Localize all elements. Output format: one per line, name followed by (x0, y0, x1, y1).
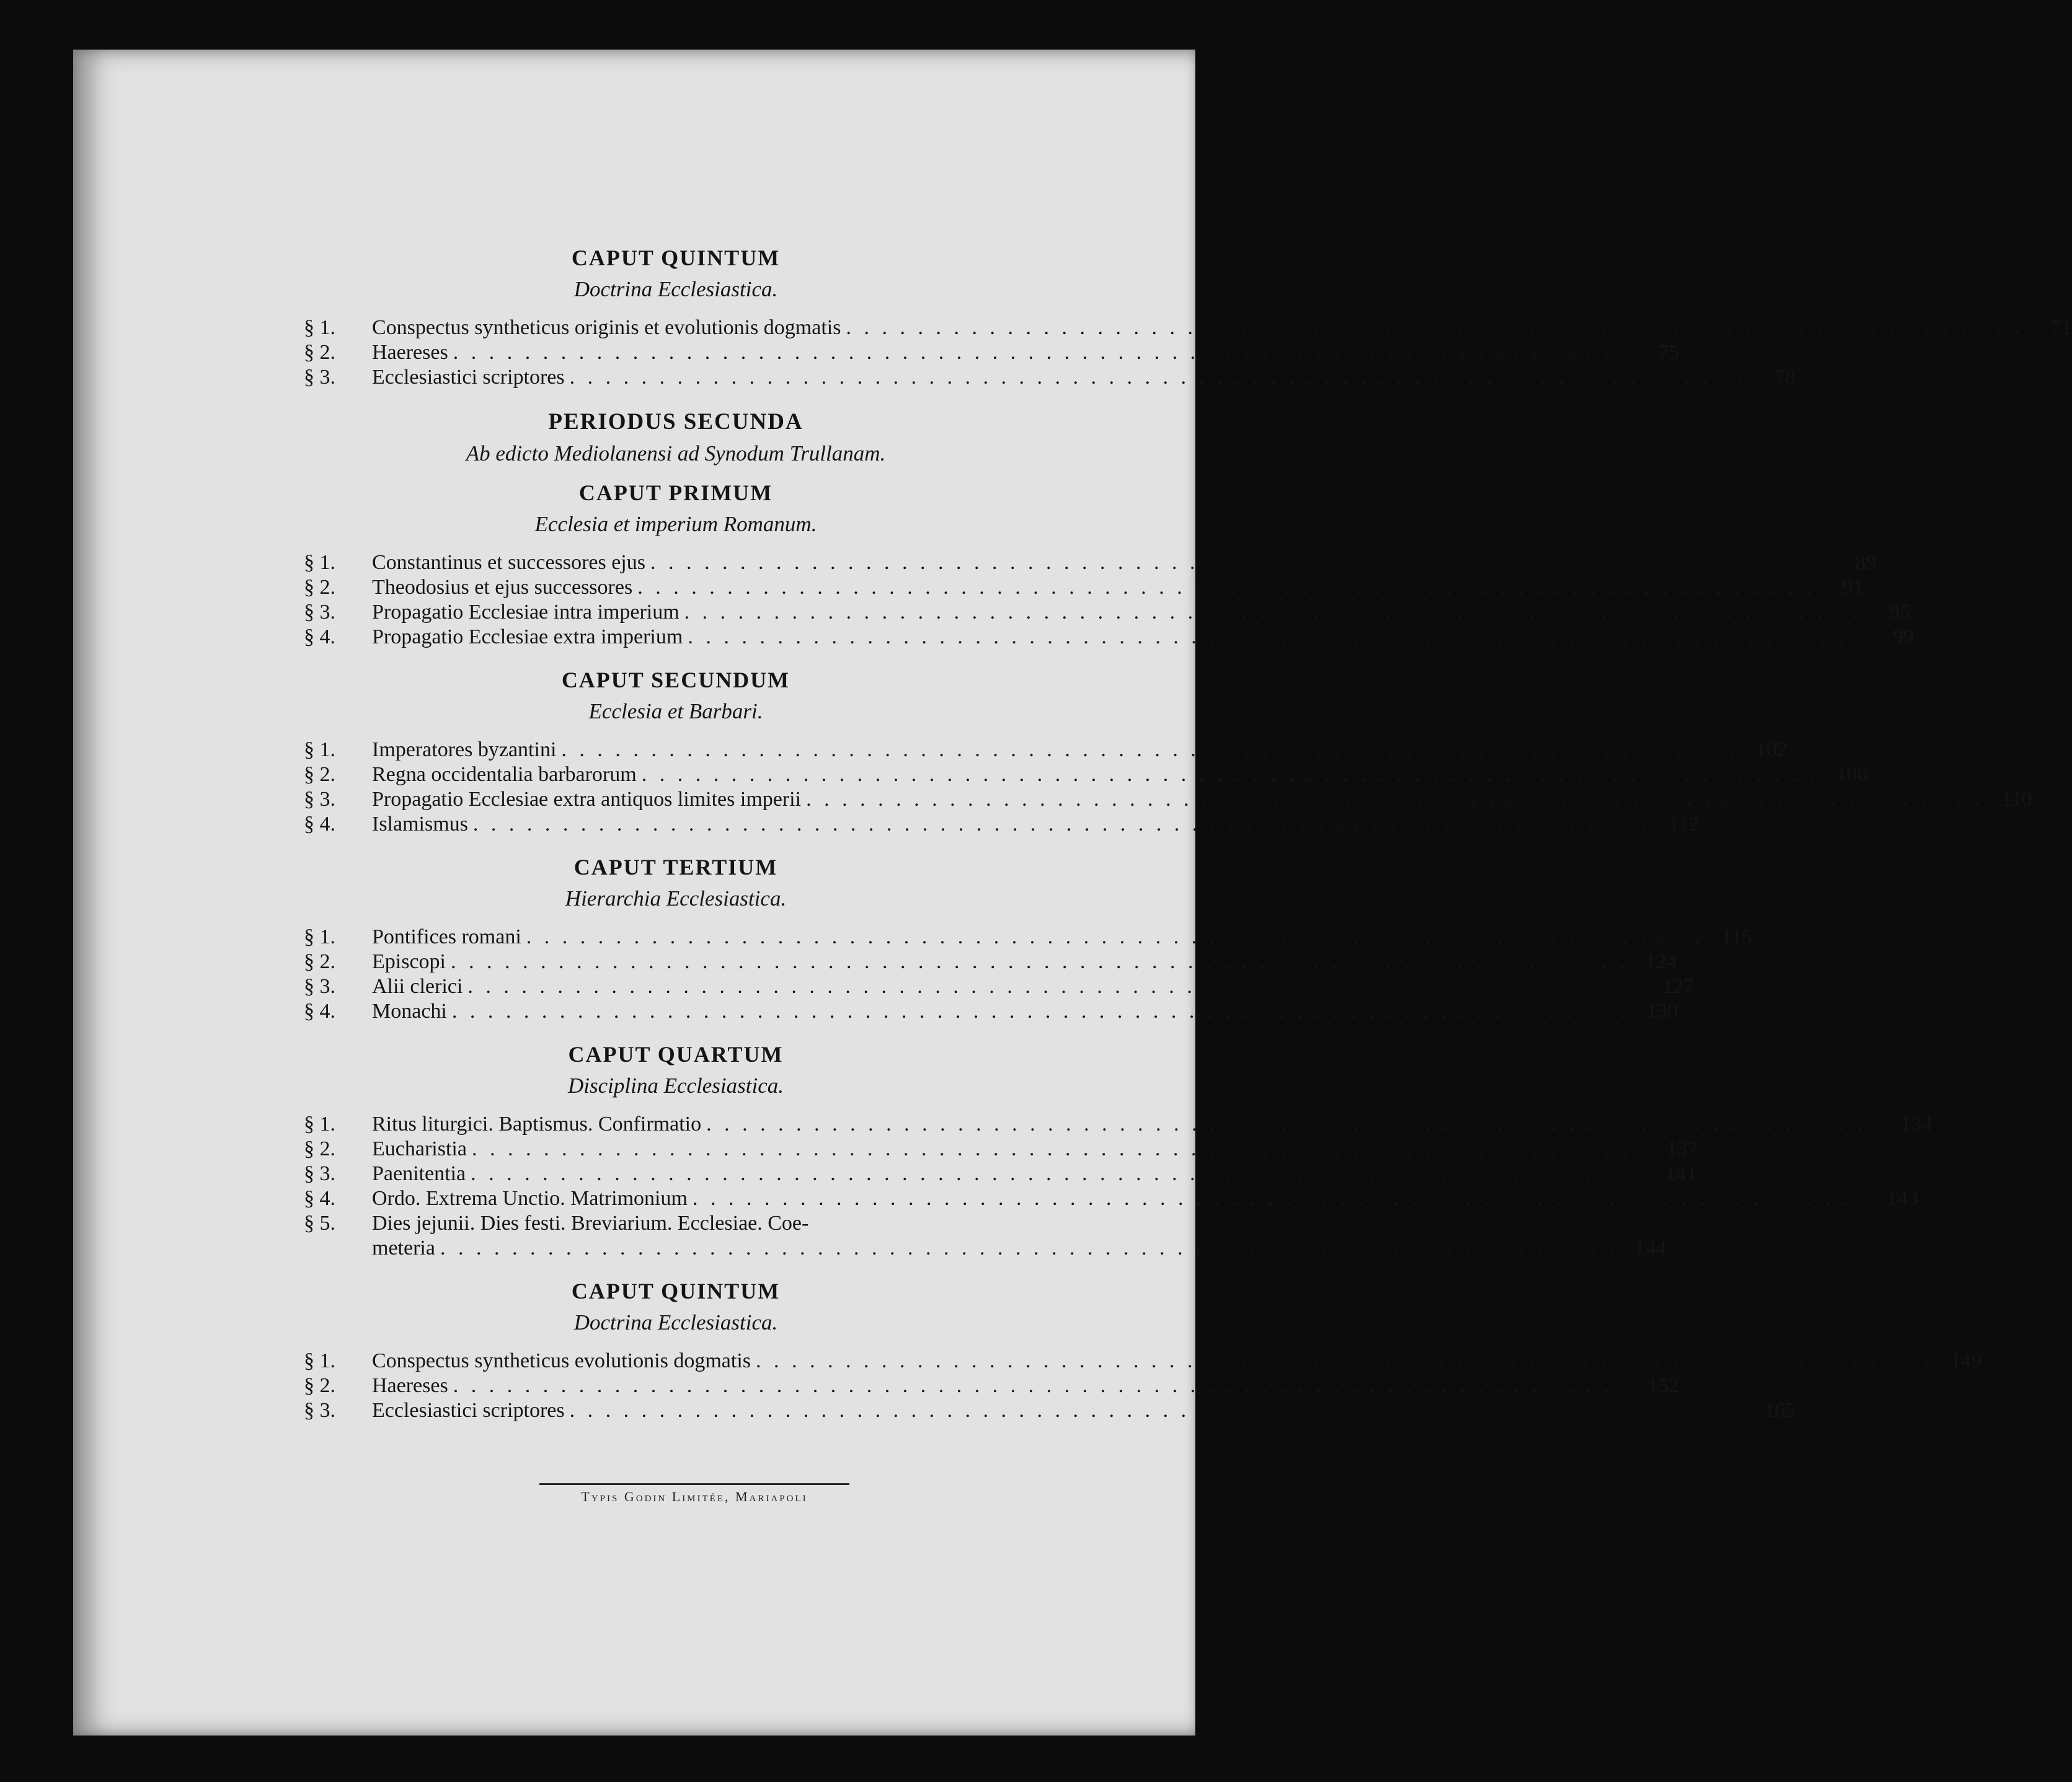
entry-title: Pontifices romani (372, 925, 521, 948)
entry-title: Paenitentia (372, 1162, 466, 1185)
printer-imprint: Typis Godin Limitée, Mariapoli (539, 1483, 849, 1505)
entry-title: Propagatio Ecclesiae extra antiquos limites imperii (372, 788, 802, 811)
entry-title: Monachi (372, 1000, 447, 1023)
page-number: 141 (1665, 1162, 1697, 1185)
leader-dots (561, 738, 1739, 762)
toc-entry (304, 1112, 1933, 1137)
leader-dots (467, 974, 1645, 999)
section-number: § 3. (304, 788, 335, 811)
section-number: § 4. (304, 625, 335, 648)
section-number: § 1. (304, 738, 335, 761)
section-number: § 2. (304, 341, 335, 364)
entry-title: Ritus liturgici. Baptismus. Confirmatio (372, 1113, 702, 1136)
entry-title-continuation-row (372, 1236, 1666, 1261)
entry-title: Alii clerici (372, 975, 463, 998)
leader-dots (637, 575, 1815, 600)
caput-subtitle: Doctrina Ecclesiastica. (573, 1310, 778, 1334)
page-number: 99 (1892, 625, 1914, 648)
leader-dots (452, 999, 1630, 1024)
toc-entries (304, 315, 2072, 390)
toc-section (304, 854, 1753, 1024)
toc-entry (304, 925, 1753, 950)
caput-subtitle: Disciplina Ecclesiastica. (568, 1074, 784, 1098)
toc-entries (304, 550, 1914, 650)
section-number: § 3. (304, 975, 335, 998)
toc-section (304, 408, 1914, 650)
entry-title: Theodosius et ejus successores (372, 576, 633, 599)
leader-dots (451, 950, 1629, 974)
entry-title: Constantinus et successores ejus (372, 551, 645, 574)
entry-title: Eucharistia (372, 1137, 467, 1160)
toc-section (304, 1278, 1982, 1423)
toc-entry (304, 340, 1680, 365)
section-number: § 3. (304, 601, 335, 624)
leader-dots (453, 340, 1631, 365)
toc-entry (304, 812, 1699, 837)
leader-dots (440, 1236, 1618, 1261)
section-number: § 2. (304, 1137, 335, 1160)
entry-title: Regna occidentalia barbarorum (372, 763, 637, 786)
section-number: § 2. (304, 950, 335, 973)
page-number: 115 (1721, 925, 1753, 948)
entry-title-continuation: meteria (372, 1237, 435, 1259)
caput-subtitle: Doctrina Ecclesiastica. (573, 277, 778, 301)
toc-entry (304, 974, 1694, 999)
toc-section (304, 667, 2032, 837)
leader-dots (472, 1137, 1650, 1162)
toc-entry (304, 1137, 1698, 1162)
caput-subtitle: Ecclesia et imperium Romanum. (534, 512, 817, 536)
leader-dots (688, 625, 1866, 650)
entry-title: Conspectus syntheticus evolutionis dogmatis (372, 1349, 751, 1372)
page-number: 95 (1889, 601, 1911, 624)
table-of-contents (304, 245, 2072, 1440)
toc-entry (304, 1162, 1697, 1186)
periodus-subtitle: Ab edicto Mediolanensi ad Synodum Trullanam. (466, 441, 886, 465)
periodus-heading: PERIODUS SECUNDA (548, 409, 804, 434)
entry-title: Dies jejunii. Dies festi. Breviarium. Ecclesiae. Coe- (372, 1212, 809, 1235)
leader-dots (526, 925, 1704, 950)
toc-entry (304, 550, 1877, 575)
section-number: § 1. (304, 316, 335, 339)
caput-heading: CAPUT SECUNDUM (561, 668, 790, 692)
page-number: 91 (1842, 576, 1864, 599)
caput-subtitle: Ecclesia et Barbari. (588, 699, 763, 723)
toc-entry (304, 315, 2072, 340)
page-number: 75 (1658, 341, 1680, 364)
toc-entry (304, 1398, 1796, 1423)
toc-entry (304, 1349, 1982, 1374)
entry-title: Haereses (372, 1374, 448, 1397)
caput-heading: CAPUT TERTIUM (573, 855, 778, 880)
page-number: 149 (1950, 1349, 1982, 1372)
caput-subtitle: Hierarchia Ecclesiastica. (565, 886, 787, 911)
leader-dots (473, 812, 1651, 837)
page-number: 110 (2001, 788, 2032, 811)
section-number: § 4. (304, 1187, 335, 1210)
section-number: § 3. (304, 366, 335, 389)
toc-entry (304, 600, 1911, 625)
section-number: § 2. (304, 763, 335, 786)
page-number: 78 (1774, 366, 1796, 389)
section-number: § 1. (304, 925, 335, 948)
toc-entry (304, 1211, 1667, 1261)
entry-title-wrapped (372, 1211, 1666, 1261)
toc-entries (304, 738, 2032, 837)
leader-dots (756, 1349, 1934, 1374)
toc-entries (304, 1112, 1933, 1261)
section-number: § 5. (304, 1212, 335, 1235)
entry-title: Imperatores byzantini (372, 738, 557, 761)
leader-dots (570, 365, 1748, 390)
toc-entry (304, 365, 1796, 390)
page-number: 112 (1668, 813, 1699, 836)
entry-title: Ecclesiastici scriptores (372, 366, 565, 389)
toc-entry (304, 1374, 1680, 1398)
section-number: § 1. (304, 1113, 335, 1136)
caput-heading: CAPUT QUARTUM (568, 1042, 784, 1067)
toc-section (304, 1041, 1933, 1261)
leader-dots (806, 787, 1984, 812)
toc-entry (304, 999, 1678, 1024)
leader-dots (642, 762, 1820, 787)
caput-heading: CAPUT PRIMUM (578, 480, 773, 505)
page-number: 102 (1755, 738, 1787, 761)
toc-entries (304, 925, 1753, 1024)
toc-entry (304, 787, 2032, 812)
toc-entry (304, 1186, 1919, 1211)
page-number: 152 (1647, 1374, 1680, 1397)
toc-entry (304, 950, 1677, 974)
toc-entry (304, 762, 1868, 787)
section-number: § 2. (304, 576, 335, 599)
leader-dots (471, 1162, 1649, 1186)
entry-title: Islamismus (372, 813, 468, 836)
entry-title: Episcopi (372, 950, 446, 973)
caput-heading: CAPUT QUINTUM (571, 1279, 781, 1303)
toc-entries (304, 1349, 1982, 1423)
page-number: 89 (1855, 551, 1877, 574)
page-number: 134 (1900, 1113, 1933, 1136)
toc-section (304, 245, 2072, 390)
page-number: 71 (2050, 316, 2072, 339)
entry-title: Propagatio Ecclesiae intra imperium (372, 601, 680, 624)
leader-dots (453, 1374, 1631, 1398)
leader-dots (650, 550, 1828, 575)
page-number: 144 (1634, 1237, 1667, 1259)
entry-title: Conspectus syntheticus originis et evolutionis dogmatis (372, 316, 841, 339)
toc-entry (304, 575, 1864, 600)
section-number: § 1. (304, 551, 335, 574)
leader-dots (570, 1398, 1748, 1423)
leader-dots (684, 600, 1862, 625)
section-number: § 4. (304, 1000, 335, 1023)
leader-dots (846, 315, 2024, 340)
leader-dots (706, 1112, 1884, 1137)
section-number: § 3. (304, 1162, 335, 1185)
page-number: 137 (1666, 1137, 1698, 1160)
page-number: 165 (1764, 1399, 1796, 1422)
page-number: 124 (1645, 950, 1677, 973)
page-number: 143 (1887, 1187, 1919, 1210)
entry-title: Propagatio Ecclesiae extra imperium (372, 625, 683, 648)
section-number: § 2. (304, 1374, 335, 1397)
entry-title: Ecclesiastici scriptores (372, 1399, 565, 1422)
section-number: § 3. (304, 1399, 335, 1422)
leader-dots (693, 1186, 1871, 1211)
toc-entry (304, 625, 1914, 650)
page-number: 130 (1646, 1000, 1678, 1023)
page-number: 106 (1836, 763, 1868, 786)
section-number: § 4. (304, 813, 335, 836)
page-number: 127 (1662, 975, 1694, 998)
section-number: § 1. (304, 1349, 335, 1372)
entry-title: Ordo. Extrema Unctio. Matrimonium (372, 1187, 688, 1210)
caput-heading: CAPUT QUINTUM (571, 245, 781, 270)
entry-title: Haereses (372, 341, 448, 364)
toc-entry (304, 738, 1787, 762)
